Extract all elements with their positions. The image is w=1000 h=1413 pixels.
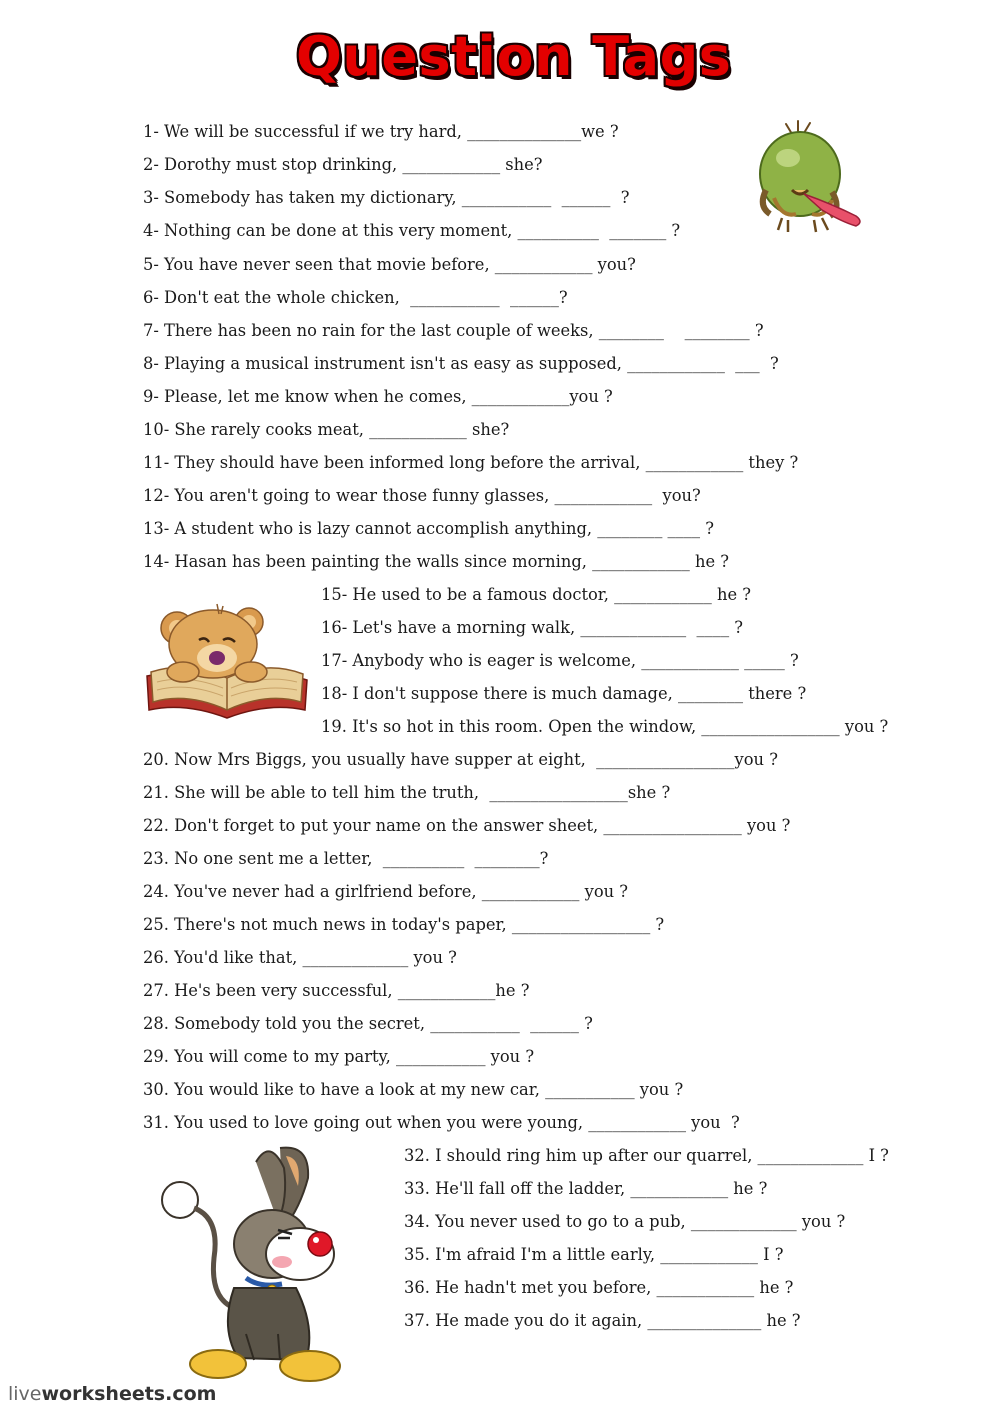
question-text: 10- She rarely cooks meat, ____________ she? <box>143 420 510 439</box>
question-text: 18- I don't suppose there is much damage, ________ there ? <box>321 684 807 703</box>
question-text: 15- He used to be a famous doctor, ____________ he ? <box>321 585 752 604</box>
question-30 <box>143 1078 683 1102</box>
question-text: 23. No one sent me a letter, __________ ________? <box>143 849 549 868</box>
question-text: 30. You would like to have a look at my new car, ___________ you ? <box>143 1080 684 1099</box>
question-text: 26. You'd like that, _____________ you ? <box>143 948 457 967</box>
question-9 <box>143 385 613 409</box>
question-28 <box>143 1012 593 1036</box>
question-24 <box>143 880 628 904</box>
question-37 <box>404 1309 801 1333</box>
donkey-illustration <box>160 1138 362 1388</box>
question-text: 36. He hadn't met you before, ____________ he ? <box>404 1278 794 1297</box>
question-text: 19. It's so hot in this room. Open the window, _________________ you ? <box>321 717 889 736</box>
question-4 <box>143 219 680 243</box>
question-32 <box>404 1144 889 1168</box>
question-text: 25. There's not much news in today's paper, _________________ ? <box>143 915 665 934</box>
question-11 <box>143 451 798 475</box>
question-text: 3- Somebody has taken my dictionary, ___________ ______ ? <box>143 188 630 207</box>
question-22 <box>143 814 790 838</box>
footer-brand <box>8 1380 216 1408</box>
question-31 <box>143 1111 740 1135</box>
question-text: 7- There has been no rain for the last couple of weeks, ________ ________ ? <box>143 321 764 340</box>
question-20 <box>143 748 778 772</box>
page-title: Question Tags <box>296 25 732 88</box>
question-text: 14- Hasan has been painting the walls since morning, ____________ he ? <box>143 552 730 571</box>
question-27 <box>143 979 529 1003</box>
question-text: 35. I'm afraid I'm a little early, ____________ I ? <box>404 1245 784 1264</box>
question-6 <box>143 286 568 310</box>
question-text: 33. He'll fall off the ladder, ____________ he ? <box>404 1179 768 1198</box>
question-14 <box>143 550 729 574</box>
question-34 <box>404 1210 845 1234</box>
question-25 <box>143 913 664 937</box>
question-text: 13- A student who is lazy cannot accomplish anything, ________ ____ ? <box>143 519 714 538</box>
question-text: 8- Playing a musical instrument isn't as easy as supposed, ____________ ___ ? <box>143 354 779 373</box>
question-text: 22. Don't forget to put your name on the answer sheet, _________________ you ? <box>143 816 791 835</box>
question-text: 32. I should ring him up after our quarrel, _____________ I ? <box>404 1146 889 1165</box>
question-18 <box>321 682 806 706</box>
question-text: 9- Please, let me know when he comes, ____________you ? <box>143 387 613 406</box>
question-text: 29. You will come to my party, ___________ you ? <box>143 1047 535 1066</box>
question-8 <box>143 352 779 376</box>
question-15 <box>321 583 751 607</box>
question-36 <box>404 1276 793 1300</box>
question-text: 1- We will be successful if we try hard, ______________we ? <box>143 122 619 141</box>
question-text: 6- Don't eat the whole chicken, ___________ ______? <box>143 288 568 307</box>
question-21 <box>143 781 670 805</box>
brand-tld: .com <box>165 1383 217 1405</box>
question-13 <box>143 517 714 541</box>
question-text: 37. He made you do it again, ______________ he ? <box>404 1311 801 1330</box>
question-33 <box>404 1177 767 1201</box>
question-text: 34. You never used to go to a pub, _____________ you ? <box>404 1212 846 1231</box>
question-text: 28. Somebody told you the secret, ___________ ______ ? <box>143 1014 593 1033</box>
question-text: 24. You've never had a girlfriend before, ____________ you ? <box>143 882 629 901</box>
question-7 <box>143 319 764 343</box>
brand-worksheets: worksheets <box>41 1383 166 1405</box>
question-3 <box>143 186 630 210</box>
brand-live: live <box>8 1383 42 1405</box>
question-text: 4- Nothing can be done at this very moment, __________ _______ ? <box>143 221 681 240</box>
question-26 <box>143 946 457 970</box>
question-23 <box>143 847 548 871</box>
question-35 <box>404 1243 783 1267</box>
question-text: 11- They should have been informed long before the arrival, ____________ they ? <box>143 453 799 472</box>
question-text: 12- You aren't going to wear those funny glasses, ____________ you? <box>143 486 701 505</box>
green-bird-illustration <box>752 118 870 234</box>
question-19 <box>321 715 888 739</box>
question-5 <box>143 253 636 277</box>
question-text: 20. Now Mrs Biggs, you usually have supper at eight, _________________you ? <box>143 750 778 769</box>
question-text: 2- Dorothy must stop drinking, ____________ she? <box>143 155 543 174</box>
question-1 <box>143 120 619 144</box>
question-2 <box>143 153 542 177</box>
question-text: 16- Let's have a morning walk, _____________ ____ ? <box>321 618 743 637</box>
question-text: 27. He's been very successful, ____________he ? <box>143 981 530 1000</box>
question-16 <box>321 616 743 640</box>
question-12 <box>143 484 701 508</box>
question-17 <box>321 649 799 673</box>
question-text: 5- You have never seen that movie before, ____________ you? <box>143 255 636 274</box>
question-text: 31. You used to love going out when you were young, ____________ you ? <box>143 1113 740 1132</box>
bear-reading-book-illustration <box>143 598 311 728</box>
question-text: 21. She will be able to tell him the truth, _________________she ? <box>143 783 671 802</box>
question-text: 17- Anybody who is eager is welcome, ____________ _____ ? <box>321 651 799 670</box>
question-10 <box>143 418 509 442</box>
question-29 <box>143 1045 534 1069</box>
